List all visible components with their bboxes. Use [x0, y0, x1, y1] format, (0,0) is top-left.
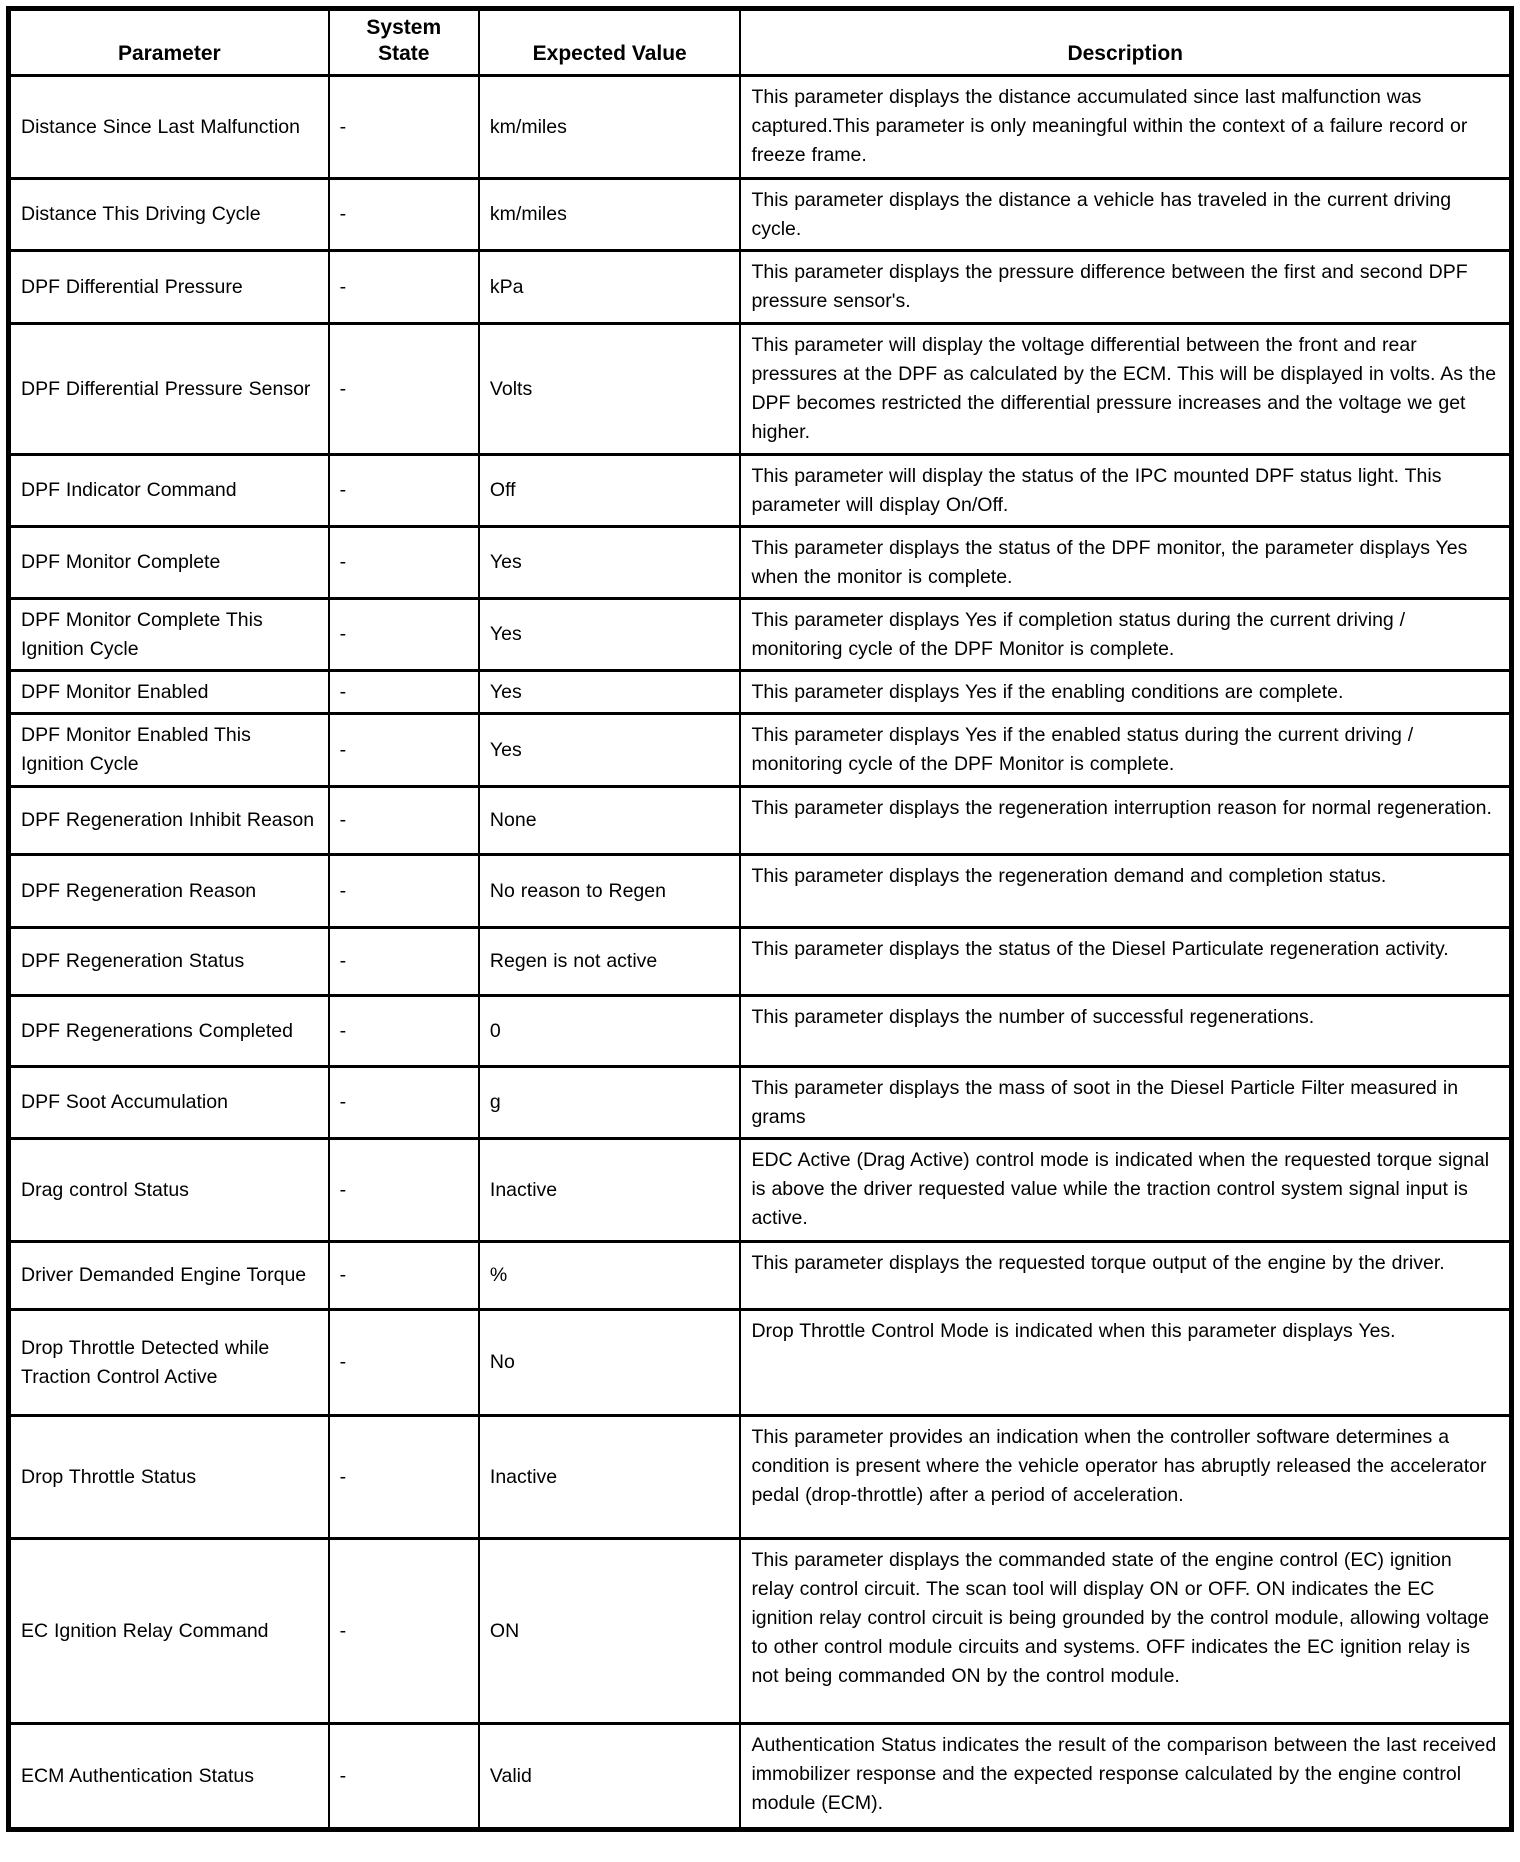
expected-value-cell: No reason to Regen — [479, 855, 741, 928]
system-state-cell: - — [329, 1539, 479, 1724]
table-row — [9, 76, 1512, 179]
system-state-cell: - — [329, 324, 479, 455]
description-cell: Drop Throttle Control Mode is indicated when this parameter displays Yes. — [740, 1310, 1511, 1416]
expected-value-cell: Inactive — [479, 1416, 741, 1539]
system-state-cell: - — [329, 928, 479, 996]
description-cell: This parameter displays the distance a vehicle has traveled in the current driving cycle. — [740, 179, 1511, 251]
expected-value-cell: Yes — [479, 599, 741, 671]
parameter-cell: DPF Indicator Command — [9, 455, 329, 527]
table-row — [9, 1539, 1512, 1724]
table-row — [9, 455, 1512, 527]
parameter-cell: DPF Regeneration Reason — [9, 855, 329, 928]
parameter-cell: Drag control Status — [9, 1139, 329, 1242]
description-cell: Authentication Status indicates the result of the comparison between the last received immobilizer response and the expected response calculated by the engine control module (ECM). — [740, 1724, 1511, 1830]
column-header: Description — [740, 9, 1511, 76]
description-cell: This parameter displays the status of the DPF monitor, the parameter displays Yes when the monitor is complete. — [740, 527, 1511, 599]
description-cell: This parameter displays the number of successful regenerations. — [740, 996, 1511, 1067]
expected-value-cell: Valid — [479, 1724, 741, 1830]
system-state-cell: - — [329, 76, 479, 179]
table-row — [9, 671, 1512, 714]
description-cell: This parameter will display the voltage differential between the front and rear pressures at the DPF as calculated by the ECM. This will be displayed in volts. As the DPF becomes restricted the differential pressure increases and the voltage we get higher. — [740, 324, 1511, 455]
expected-value-cell: Inactive — [479, 1139, 741, 1242]
table-row — [9, 527, 1512, 599]
parameter-cell: DPF Monitor Enabled — [9, 671, 329, 714]
parameter-cell: DPF Regenerations Completed — [9, 996, 329, 1067]
system-state-cell: - — [329, 714, 479, 787]
system-state-cell: - — [329, 179, 479, 251]
expected-value-cell: % — [479, 1242, 741, 1310]
parameter-cell: DPF Differential Pressure — [9, 251, 329, 324]
expected-value-cell: ON — [479, 1539, 741, 1724]
parameter-cell: DPF Soot Accumulation — [9, 1067, 329, 1139]
description-cell: This parameter displays the distance accumulated since last malfunction was captured.This parameter is only meaningful within the context of a failure record or freeze frame. — [740, 76, 1511, 179]
parameter-cell: DPF Regeneration Status — [9, 928, 329, 996]
table-row — [9, 996, 1512, 1067]
parameter-cell: DPF Monitor Complete — [9, 527, 329, 599]
table-row — [9, 855, 1512, 928]
column-header: Expected Value — [479, 9, 741, 76]
description-cell: This parameter displays Yes if completion status during the current driving / monitoring cycle of the DPF Monitor is complete. — [740, 599, 1511, 671]
column-header: Parameter — [9, 9, 329, 76]
table-row — [9, 1416, 1512, 1539]
parameter-cell: Distance Since Last Malfunction — [9, 76, 329, 179]
system-state-cell: - — [329, 251, 479, 324]
table-row — [9, 599, 1512, 671]
expected-value-cell: None — [479, 787, 741, 855]
expected-value-cell: Yes — [479, 671, 741, 714]
description-cell: This parameter displays the regeneration interruption reason for normal regeneration. — [740, 787, 1511, 855]
expected-value-cell: Volts — [479, 324, 741, 455]
expected-value-cell: km/miles — [479, 179, 741, 251]
table-row — [9, 251, 1512, 324]
table-row — [9, 787, 1512, 855]
description-cell: EDC Active (Drag Active) control mode is indicated when the requested torque signal is above the driver requested value while the traction control system signal input is active. — [740, 1139, 1511, 1242]
table-row — [9, 179, 1512, 251]
parameter-cell: EC Ignition Relay Command — [9, 1539, 329, 1724]
parameter-cell: Drop Throttle Detected while Traction Control Active — [9, 1310, 329, 1416]
header-row — [9, 9, 1512, 76]
system-state-cell: - — [329, 599, 479, 671]
system-state-cell: - — [329, 1242, 479, 1310]
description-cell: This parameter displays the mass of soot in the Diesel Particle Filter measured in grams — [740, 1067, 1511, 1139]
expected-value-cell: 0 — [479, 996, 741, 1067]
system-state-cell: - — [329, 855, 479, 928]
parameter-cell: Distance This Driving Cycle — [9, 179, 329, 251]
expected-value-cell: g — [479, 1067, 741, 1139]
table-header — [9, 9, 1512, 76]
parameter-cell: DPF Differential Pressure Sensor — [9, 324, 329, 455]
description-cell: This parameter displays the status of the Diesel Particulate regeneration activity. — [740, 928, 1511, 996]
table-row — [9, 714, 1512, 787]
expected-value-cell: Off — [479, 455, 741, 527]
description-cell: This parameter displays the pressure difference between the first and second DPF pressure sensor's. — [740, 251, 1511, 324]
system-state-cell: - — [329, 1416, 479, 1539]
description-cell: This parameter displays the requested torque output of the engine by the driver. — [740, 1242, 1511, 1310]
system-state-cell: - — [329, 455, 479, 527]
expected-value-cell: No — [479, 1310, 741, 1416]
description-cell: This parameter displays the regeneration demand and completion status. — [740, 855, 1511, 928]
system-state-cell: - — [329, 1724, 479, 1830]
parameter-cell: Drop Throttle Status — [9, 1416, 329, 1539]
parameter-data-table — [6, 6, 1514, 1832]
table-row — [9, 1242, 1512, 1310]
expected-value-cell: kPa — [479, 251, 741, 324]
parameter-cell: ECM Authentication Status — [9, 1724, 329, 1830]
parameter-cell: Driver Demanded Engine Torque — [9, 1242, 329, 1310]
table-row — [9, 928, 1512, 996]
table-row — [9, 1310, 1512, 1416]
column-header: System State — [329, 9, 479, 76]
description-cell: This parameter displays Yes if the enabling conditions are complete. — [740, 671, 1511, 714]
system-state-cell: - — [329, 1310, 479, 1416]
parameter-cell: DPF Monitor Enabled This Ignition Cycle — [9, 714, 329, 787]
expected-value-cell: Yes — [479, 714, 741, 787]
system-state-cell: - — [329, 996, 479, 1067]
description-cell: This parameter displays the commanded state of the engine control (EC) ignition relay control circuit. The scan tool will display ON or OFF. ON indicates the EC ignition relay control circuit is being grounded by the control module, allowing voltage to other control module circuits and systems. OFF indicates the EC ignition relay is not being commanded ON by the control module. — [740, 1539, 1511, 1724]
system-state-cell: - — [329, 1067, 479, 1139]
table-row — [9, 324, 1512, 455]
table-row — [9, 1139, 1512, 1242]
parameter-cell: DPF Regeneration Inhibit Reason — [9, 787, 329, 855]
system-state-cell: - — [329, 1139, 479, 1242]
system-state-cell: - — [329, 671, 479, 714]
expected-value-cell: km/miles — [479, 76, 741, 179]
expected-value-cell: Yes — [479, 527, 741, 599]
description-cell: This parameter provides an indication when the controller software determines a condition is present where the vehicle operator has abruptly released the accelerator pedal (drop-throttle) after a period of acceleration. — [740, 1416, 1511, 1539]
table-row — [9, 1067, 1512, 1139]
description-cell: This parameter will display the status of the IPC mounted DPF status light. This parameter will display On/Off. — [740, 455, 1511, 527]
system-state-cell: - — [329, 787, 479, 855]
description-cell: This parameter displays Yes if the enabled status during the current driving / monitoring cycle of the DPF Monitor is complete. — [740, 714, 1511, 787]
table-body — [9, 76, 1512, 1830]
expected-value-cell: Regen is not active — [479, 928, 741, 996]
table-row — [9, 1724, 1512, 1830]
parameter-cell: DPF Monitor Complete This Ignition Cycle — [9, 599, 329, 671]
system-state-cell: - — [329, 527, 479, 599]
